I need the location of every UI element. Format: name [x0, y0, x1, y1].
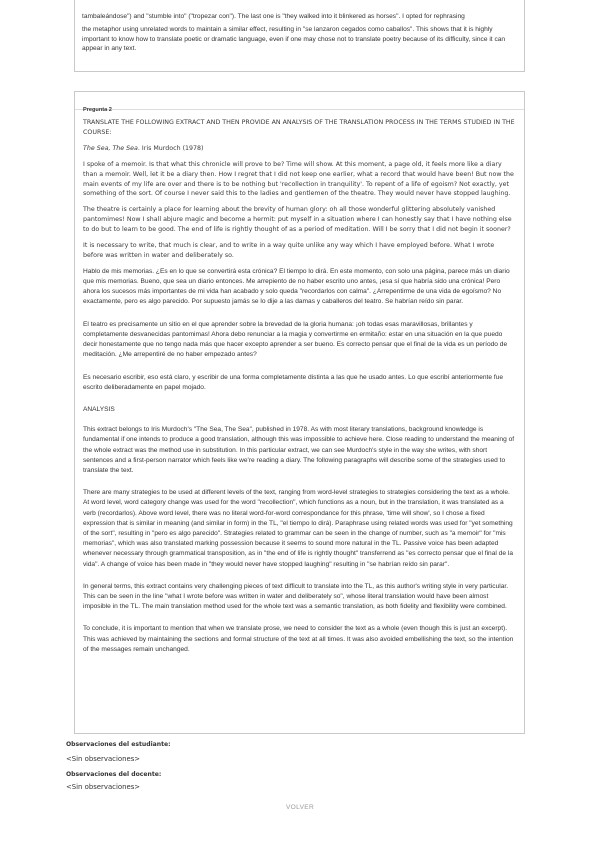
answer1-paragraph: tambaleándose") and "stumble into" ("tropezar con"). The last one is "they walked into it blinkered as horses". I opted for rephrasing: [82, 13, 465, 20]
answer-paragraph: In general terms, this extract contains very challenging pieces of text difficult to translate into the TL, as this author's writing style in very particular. This can be seen in the line "what I wrote before was written in water and deliberately so", whose literal translation would have been almost imposible in the TL. The main translation method used for the whole text was a semantic translation, as both fidelity and flexibility were combined.: [83, 582, 509, 611]
source-title: The Sea, The Sea: [83, 144, 138, 152]
answer-paragraph: To conclude, it is important to mention that when we translate prose, we need to consider the text as a whole (even though this is just an excerpt). This was achieved by maintaining the sections and formal structure of the text at all times. It was also avoided embellishing the text, so the intention of the messages remain unchanged.: [83, 625, 514, 653]
question-header: [75, 92, 524, 113]
question-body: [75, 110, 524, 655]
student-observations-label: Observaciones del estudiante:: [66, 741, 171, 748]
answer-paragraph: Es necesario escribir, eso está claro, y escribir de una forma completamente distinta a las que he usado antes. Lo que escribí anteriormente fue escrito deliberadamente en papel mojado.: [83, 373, 504, 391]
answer-card-1: [74, 0, 525, 72]
source-paragraph: The theatre is certainly a place for learning about the brevity of human glory: oh all those wonderful glittering absolutely vanished pantomimes! Now I shall abjure magic and become a hermit: put myself in a situation where I can honestly say that I have nothing else to do but to learn to be good. The end of life is rightly thought of as a period of meditation. Will I be sorry that I did not begin it sooner?: [83, 206, 512, 234]
analysis-heading: ANALYSIS: [83, 405, 115, 413]
answer-paragraph: Hablo de mis memorias. ¿Es en lo que se convertirá esta crónica? El tiempo lo dirá. En este momento, con solo una página, parece más un diario que mis memorias. Bueno, que sea un diario entonces. Me arrepiento de no haber escrito uno antes, ¡esa sí que habría sido una crónica! Pero ahora los sucesos más importantes de mi vida han acabado y solo queda "recordarlos con calma". ¿Arrepentirme de una vida de egoísmo? No exactamente, pero es algo parecido. Por supuesto jamás se lo dije a las damas y caballeros del teatro. Se habrían reído sin parar.: [83, 267, 510, 306]
source-paragraph: It is necessary to write, that much is clear, and to write in a way quite unlike any way which I have employed before. What I wrote before was written in water and deliberately so.: [83, 242, 495, 259]
question-instruction: TRANSLATE THE FOLLOWING EXTRACT AND THEN PROVIDE AN ANALYSIS OF THE TRANSLATION PROCESS IN THE TERMS STUDIED IN THE COURSE:: [83, 119, 515, 136]
teacher-observations-label: Observaciones del docente:: [66, 771, 162, 778]
answer-paragraph: El teatro es precisamente un sitio en el que aprender sobre la brevedad de la gloria humana: ¡oh todas esas maravillosas, brillantes y completamente desvanecidas pantomimas! Ahora debo renunciar a la magia y convertirme en ermitaño: estar en una situación en la que puedo decir honestamente que no tengo nada más que hacer excepto aprender a ser bueno. Es correcto pensar que el final de la vida es un período de meditación. ¿Me arrepentiré de no haber empezado antes?: [83, 320, 508, 359]
source-citation: [83, 144, 516, 154]
question-card-2: [74, 91, 525, 734]
source-paragraph: I spoke of a memoir. Is that what this chronicle will prove to be? Time will show. At this moment, a page old, it feels more like a diary than a memoir. Well, let it be a diary then. How I regret that I did not keep one earlier, what a record that would have been! But now the main events of my life are over and there is to be nothing but 'recollection in tranquility'. To repent of a life of egoism? Not exactly, yet something of the sort. Of course I never said this to the ladies and gentlemen of the theatre. They would never have stopped laughing.: [83, 160, 514, 198]
answer-paragraph: This extract belongs to Iris Murdoch's "The Sea, The Sea", published in 1978. As with most literary translations, background knowledge is fundamental if one intends to produce a good translation, although this was impossible to achieve here. Close reading to understand the meaning of the whole extract was the method use in substitution. In this particular extract, we can see Murdoch's style in the way she writes, with short sentences and a first-person narrator which feels like we're reading a diary. The following paragraphs will describe some of the strategies used to translate the text.: [83, 426, 515, 474]
answer-paragraph: There are many strategies to be used at different levels of the text, ranging from word-level strategies to strategies considering the text as a whole. At word level, word category change was used for the word "recollection", which functions as a noun, but in the translation, it was translated as a verb (recordarlos). Above word level, there was no literal word-for-word correspondance for this phrase, 'time will show', so I chose a fixed expression that is similar in meaning (and similar in form) in the TL, "el tiempo lo dirá). Paraphrase using related words was used for "yet something of the sort", resulting in "pero es algo parecido". Strategies related to grammar can be seen in the change of number, such as "a memoir" for "mis memorias", which was also translated marking possession because it seems to sound more natural in the TL. Passive voice has been adapted whenever necessary through grammatical transposition, as in "the end of life is rightly thought" transferrend as "es correcto pensar que el final de la vida". A change of voice has been made in "they would never have stopped laughing" resulting in "se habrían reído sin parar".: [83, 489, 513, 568]
answer1-paragraph: the metaphor using unrelated words to maintain a similar effect, resulting in "se lanzaron cegados como caballos". This shows that it is highly important to know how to translate poetic or dramatic language, even if one may chose not to translate poetry because of its difficulty, since it can appear in any text.: [82, 26, 506, 53]
back-button[interactable]: VOLVER: [285, 804, 315, 811]
question-label: Pregunta 2: [83, 107, 112, 113]
teacher-observations-value: <Sin observaciones>: [66, 783, 141, 791]
source-author: . Iris Murdoch (1978): [137, 144, 204, 152]
student-observations-value: <Sin observaciones>: [66, 755, 141, 763]
